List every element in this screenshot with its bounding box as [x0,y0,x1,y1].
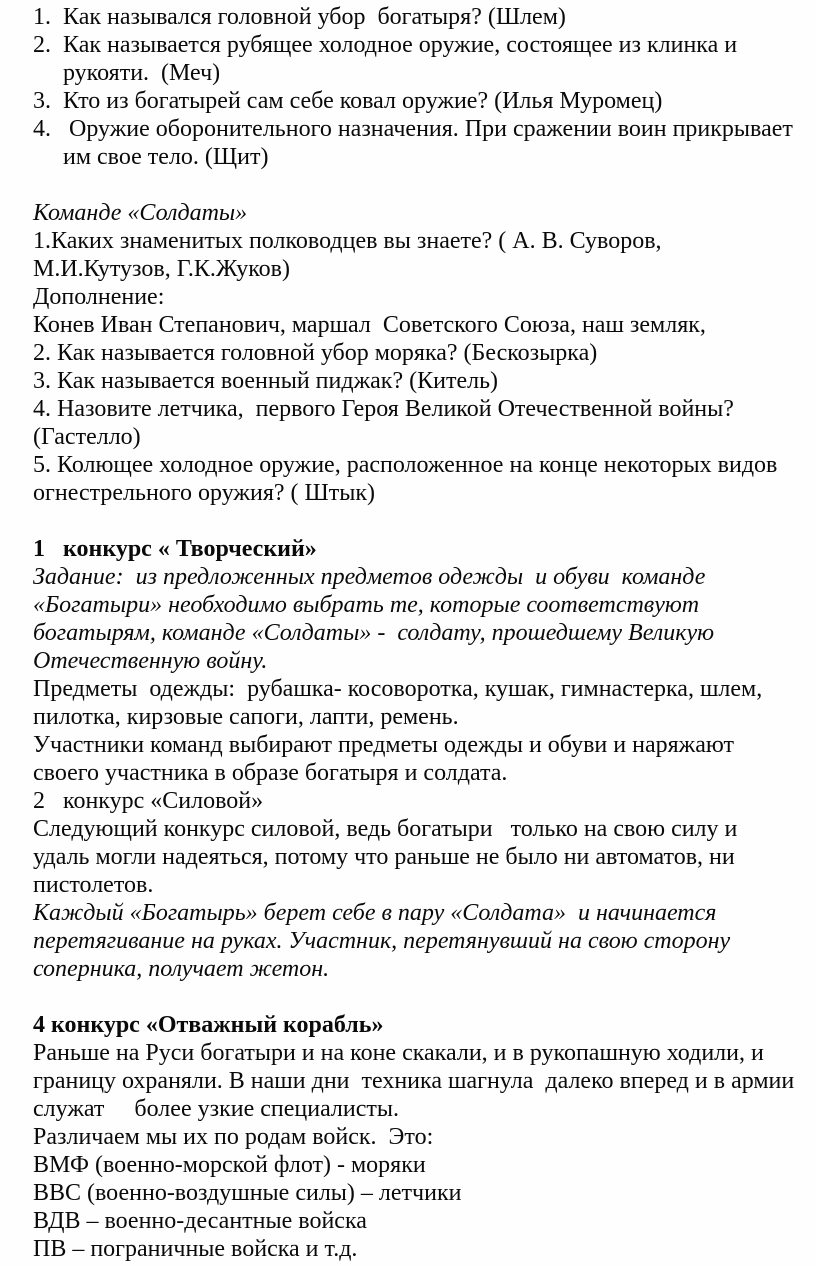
text-line: конкурс «Силовой» [63,788,264,814]
numbered-line [33,787,812,815]
text-line: «Богатыри» необходимо выбрать те, которые соответствуют [33,592,700,618]
text-line: Конев Иван Степанович, маршал Советского Союза, наш земляк, [33,312,706,338]
text-line: Оружие оборонительного назначения. При сражении воин прикрывает [63,116,793,142]
text-line: ВМФ (военно-морской флот) - моряки [33,1152,426,1178]
text-line: конкурс « Творческий» [63,536,317,562]
text-line: служат более узкие специалисты. [33,1096,400,1122]
text-line: ВВС (военно-воздушные силы) – летчики [33,1180,462,1206]
text-line: границу охраняли. В наши дни техника шагнула далеко вперед и в армии [33,1068,795,1094]
numbered-line [33,3,812,31]
blank-line [33,507,812,535]
text-line: Дополнение: [33,284,165,310]
text-line: богатырям, команде «Солдаты» - солдату, прошедшему Великую [33,620,715,646]
text-line: удаль могли надеяться, потому что раньше не было ни автоматов, ни [33,844,735,870]
text-line: Команде «Солдаты» [33,200,248,226]
text-line: пилотка, кирзовые сапоги, лапти, ремень. [33,704,459,730]
numbered-line [33,535,812,563]
text-line: 4. Назовите летчика, первого Героя Великой Отечественной войны? [33,396,734,422]
list-number: 4. [33,116,51,142]
text-line: огнестрельного оружия? ( Штык) [33,480,375,506]
list-number: 3. [33,88,51,114]
text-line: Как назывался головной убор богатыря? (Шлем) [63,4,566,30]
list-number: 1. [33,4,51,30]
text-line: Отечественную войну. [33,648,268,674]
text-line: Каждый «Богатырь» берет себе в пару «Солдата» и начинается [33,900,717,926]
text-line: пистолетов. [33,872,154,898]
list-number: 2. [33,32,51,58]
text-line: Следующий конкурс силовой, ведь богатыри только на свою силу и [33,816,738,842]
list-number: 1 [33,536,45,562]
text-line: Задание: из предложенных предметов одежды и обуви команде [33,564,706,590]
text-line: Раньше на Руси богатыри и на коне скакали, и в рукопашную ходили, и [33,1040,764,1066]
text-line: соперника, получает жетон. [33,956,330,982]
text-line: Кто из богатырей сам себе ковал оружие? (Илья Муромец) [63,88,663,114]
text-line: рукояти. (Меч) [63,60,221,86]
text-line: Как называется рубящее холодное оружие, состоящее из клинка и [63,32,738,58]
text-line: перетягивание на руках. Участник, перетянувший на свою сторону [33,928,731,954]
blank-line [33,171,812,199]
text-line: своего участника в образе богатыря и солдата. [33,760,508,786]
list-number: 2 [33,788,45,814]
document-text-block [33,3,812,1263]
text-line: им свое тело. (Щит) [63,144,269,170]
text-line: 3. Как называется военный пиджак? (Китель) [33,368,499,394]
numbered-line [33,115,812,143]
text-line: ВДВ – военно-десантные войска [33,1208,367,1234]
blank-line [33,983,812,1011]
text-line: 1.Каких знаменитых полководцев вы знаете? ( А. В. Суворов, [33,228,662,254]
text-line: ПВ – пограничные войска и т.д. [33,1236,358,1262]
text-line: (Гастелло) [33,424,141,450]
numbered-line [33,31,812,59]
text-line: 2. Как называется головной убор моряка? (Бескозырка) [33,340,598,366]
text-line: Различаем мы их по родам войск. Это: [33,1124,434,1150]
numbered-line [33,87,812,115]
text-line: 5. Колющее холодное оружие, расположенное на конце некоторых видов [33,452,778,478]
text-line: Предметы одежды: рубашка- косоворотка, кушак, гимнастерка, шлем, [33,676,763,702]
text-line: Участники команд выбирают предметы одежды и обуви и наряжают [33,732,734,758]
text-line: М.И.Кутузов, Г.К.Жуков) [33,256,290,282]
text-line: 4 конкурс «Отважный корабль» [33,1012,384,1038]
